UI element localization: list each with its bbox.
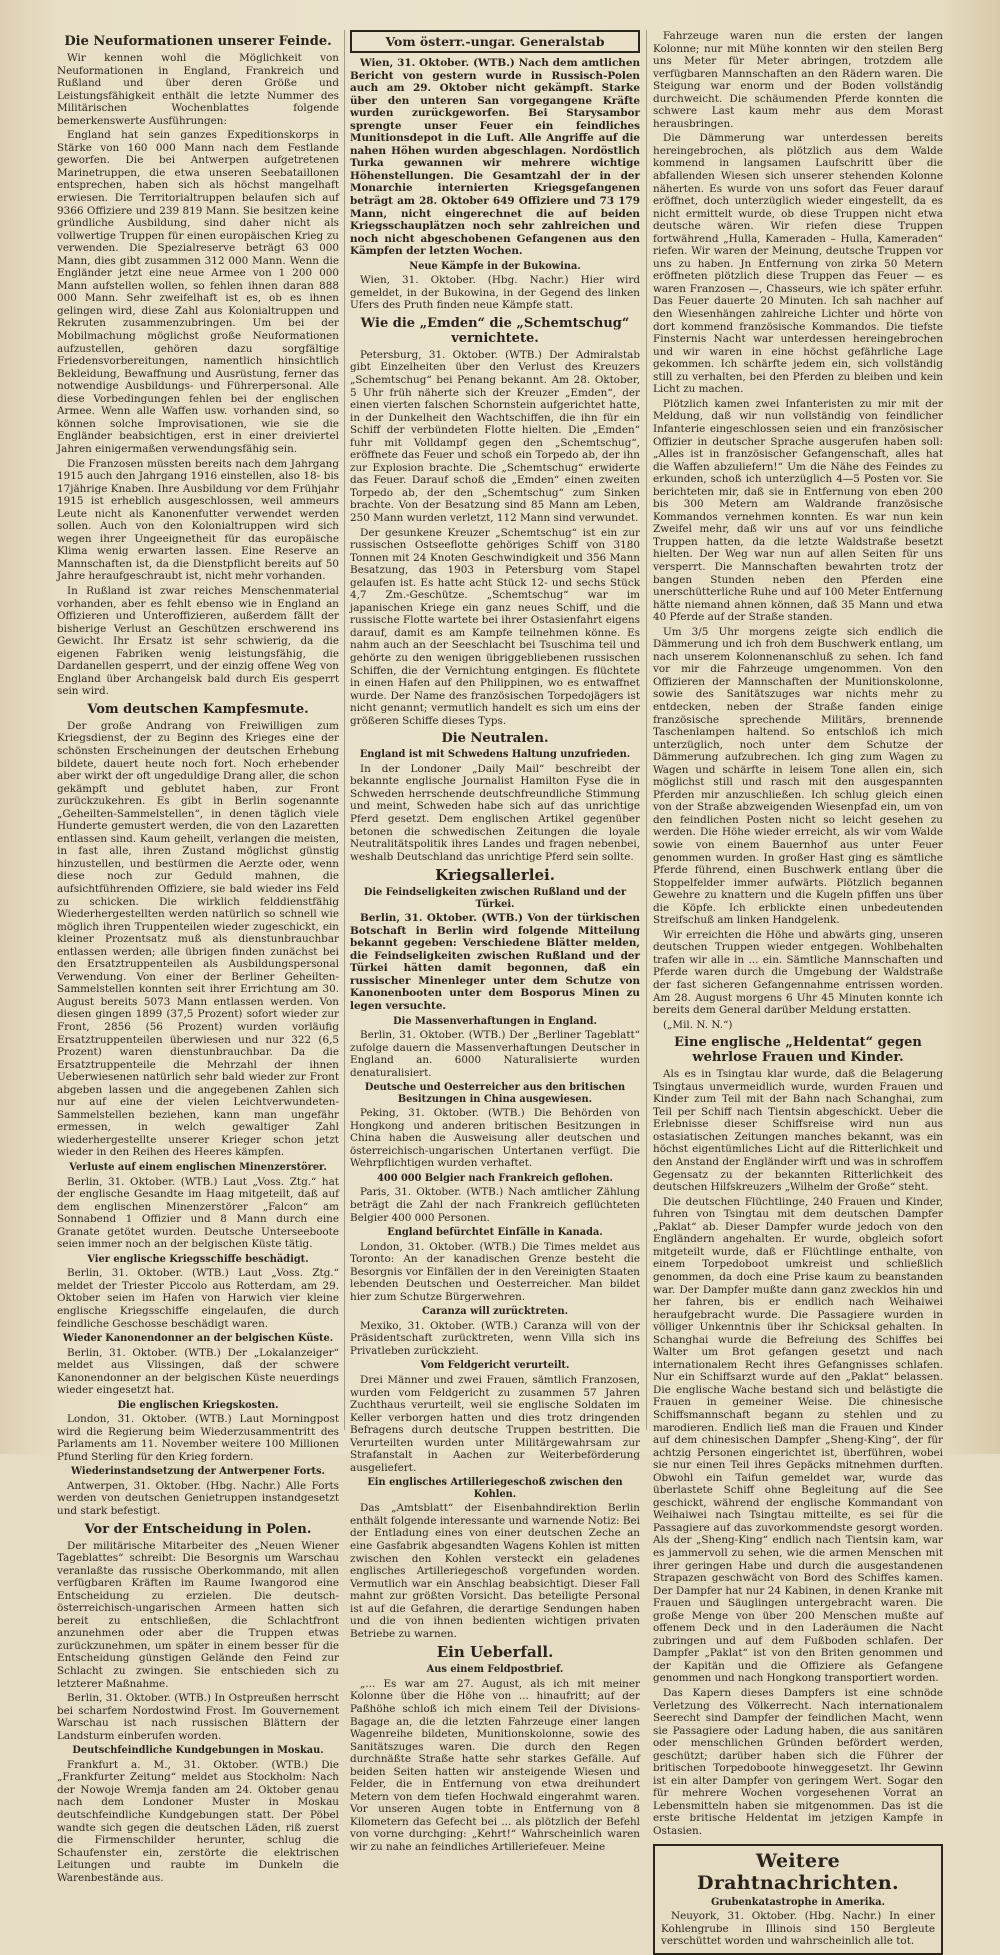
article-subheadline: Vom Feldgericht verurteilt. [420,1360,570,1372]
article-headline: Eine englische „Heldentat“ gegen wehrlose Frauen und Kinder. [674,1035,922,1066]
wire-news-title: Weitere Drahtnachrichten. [697,1849,899,1894]
boxed-headline: Vom österr.-ungar. Generalstab [350,30,640,53]
article-paragraph: Peking, 31. Oktober. (WTB.) Die Behörden von Hongkong und anderen britischen Besitzungen in China haben die Ausweisung aller deutschen und österreichisch-ungarischen Untertanen verfügt. Die Wehrpflichtigen wurden verhaftet. [350,1107,640,1170]
article-subheadline: Deutsche und Oesterreicher aus den britischen Besitzungen in China ausgewiesen. [364,1082,626,1105]
article-paragraph: Das Kapern dieses Dampfers ist eine schnöde Verletzung des Völkerrecht. Nach internationalem Seerecht sind Dampfer der feindlichen Macht, wenn sie Passagiere oder Ladung haben, die aus sanitären oder menschlichen Gründen befördert werden, geschützt; darüber haben sich die Führer der britischen Torpedoboote hinweggesetzt. Ihr Gewinn ist ein alter Dampfer von geringem Wert. Sogar den für mehrere Wochen vorgesehenen Vorrat an Lebensmitteln haben sie mitgenommen. Das ist die erste britische Heldentat im jetzigen Kampfe in Ostasien. [653,1687,943,1838]
article-paragraph: Wir erreichten die Höhe und abwärts ging, unseren deutschen Truppen wieder entgegen. Wohlbehalten trafen wir alle in ... ein. Sämtliche Mannschaften und Pferde waren durch die Umgebung der Waldstraße der fast sicheren Gefangennahme entrissen worden. Am 28. August morgens 6 Uhr 45 Minuten konnte ich bereits dem General darüber Meldung erstatten. [653,928,943,1017]
article-subheadline: England ist mit Schwedens Haltung unzufrieden. [359,749,631,761]
article-paragraph: „... Es war am 27. August, als ich mit meiner Kolonne über die Höhe von ... hinaufritt; auf der Paßhöhe schloß ich mich einem Teil der Divisions-Bagage an, die die letzten Fahrzeuge einer langen Wagenreihe bildeten, Munitionskolonne, sowie des Sanitätszuges waren. Die durch den Regen durchnäßte Straße hatte sehr starkes Gefälle. Auf beiden Seiten hatten wir ansteigende Wiesen und Felder, die in Entfernung von etwa dreihundert Metern von dem tiefen Hochwald eingerahmt waren. Vor unseren Augen tobte in Entfernung von 8 Kilometern das Gefecht bei ... als plötzlich der Befehl von vorne durchging: „Kehrt!“ Wahrscheinlich waren wir zu nahe an feindliches Artilleriefeuer. Meine [350,1677,640,1853]
column-middle [350,30,640,1853]
article-subheadline: Deutschfeindliche Kundgebungen in Moskau. [72,1745,324,1757]
article-headline: Vom deutschen Kampfesmute. [87,701,309,717]
article-paragraph: Plötzlich kamen zwei Infanteristen zu mir mit der Meldung, daß wir nun vollständig von feindlicher Infanterie eingeschlossen seien und ein französischer Offizier in deutscher Sprache ausgerufen haben soll: „Alles ist in französischer Gefangenschaft, alles hat die Waffen abzuliefern!“ Um die Nähe des Feindes zu erkunden, schoß ich unterzüglich 4—5 Posten vor. Sie berichteten mir, daß sie in Entfernung von eben 200 bis 300 Metern am Waldrande französische Kommandos vernehmen konnten. Es war nun kein Zweifel mehr, daß wir uns auf vor uns feindliche Truppen hatten, da die letzte Waldstraße besetzt hielten. Der Weg war nun auf allen Seiten für uns versperrt. Die Mannschaften bewahrten trotz der bangen Stunden neben den Pferden eine unerschütterliche Ruhe und auf 100 Meter Entfernung hätte niemand ahnen können, daß 35 Mann und etwa 40 Pferde auf der Straße standen. [653,397,943,624]
article-paragraph: Das „Amtsblatt“ der Eisenbahndirektion Berlin enthält folgende interessante und warnende Notiz: Bei der Entladung eines von einer deutschen Zeche an eine Gasfabrik abgesandten Wagens Kohlen ist mitten zwischen den Kohlen versteckt ein geladenes englisches Artilleriegeschoß vorgefunden worden. Vermutlich war ein Anschlag beabsichtigt. Dieser Fall mahnt zur größten Vorsicht. Das beteiligte Personal ist auf die Gefahren, die derartige Sendungen haben und die von ihnen bedienten wichtigen privaten Betriebe zu warnen. [350,1502,640,1640]
article-headline: Kriegsallerlei. [435,866,555,885]
article-paragraph: Paris, 31. Oktober. (WTB.) Nach amtlicher Zählung beträgt die Zahl der nach Frankreich geflüchteten Belgier 400 000 Personen. [350,1186,640,1224]
article-paragraph: Berlin, 31. Oktober. (WTB.) Laut „Voss. Ztg.“ meldet der Triester Piccolo aus Rotterdam, am 29. Oktober seien im Hafen von Harwich vier kleine englische Kriegsschiffe eingelaufen, die durch feindliche Geschosse beschädigt waren. [57,1267,339,1330]
article-paragraph: Als es in Tsingtau klar wurde, daß die Belagerung Tsingtaus unvermeidlich wurde, wurden Frauen und Kinder zum Teil mit der Bahn nach Schanghai, zum Teil per Schiff nach Tientsin abgeschickt. Ueber die Erlebnisse dieser Schiffsreise wird nun aus ostasiatischen Zeitungen manches bekannt, was ein höchst eigentümliches Licht auf die Ritterlichkeit und den Anstand der Engländer wirft und was in schroffem Gegensatz zu der bekannten Ritterlichkeit des deutschen Hilfskreuzers „Wilhelm der Große“ steht. [653,1068,943,1194]
article-headline: Wie die „Emden“ die „Schemtschug“ vernichtete. [360,315,630,346]
article-paragraph: Wien, 31. Oktober. (WTB.) Nach dem amtlichen Bericht von gestern wurde in Russisch-Polen auch am 29. Oktober nicht gekämpft. Starke über den unteren San vorgegangene Kräfte wurden zurückgeworfen. Bei Starysambor sprengte unser Feuer ein feindliches Munitionsdepot in die Luft. Alle Angriffe auf die nahen Höhen wurden abgeschlagen. Nordöstlich Turka gewannen wir mehrere wichtige Höhenstellungen. Die Gesamtzahl der in der Monarchie internierten Kriegsgefangenen beträgt am 28. Oktober 649 Offiziere und 73 179 Mann, nicht eingerechnet die auf beiden Kriegsschauplätzen noch sehr zahlreichen und noch nicht abgeschobenen Gefangenen aus den Kämpfen der letzten Wochen. [350,57,640,258]
column-right [653,30,943,1948]
column-rule [344,30,345,1430]
article-subheadline: Die Massenverhaftungen in England. [393,1015,597,1027]
article-paragraph: Antwerpen, 31. Oktober. (Hbg. Nachr.) Alle Forts werden von deutschen Genietruppen instandgesetzt und stark befestigt. [57,1479,339,1518]
article-paragraph: Berlin, 31. Oktober. (WTB.) In Ostpreußen herrscht bei scharfem Nordostwind Frost. Im Gouvernement Warschau ist nach russischen Blättern der Landsturm einberufen worden. [57,1692,339,1742]
article-paragraph: Um 3/5 Uhr morgens zeigte sich endlich die Dämmerung und ich froh dem Buschwerk entlang, um nach unserem Kolonnenanschluß zu sehen. Ich fand vor mir die Fahrzeuge umgenommen. Von den Offizieren der Mannschaften der Munitionskolonne, sowie des Sanitätszuges war nichts mehr zu entdecken, neben der Straße fanden einige französische sprechende Militärs, brennende Taschenlampen haltend. So entschloß ich mich unterzüglich, noch unter dem Schutze der Dämmerung aufzubrechen. Ich ging zum Wagen zu Wagen und schärfte in leisem Tone allen ein, sich möglichst still und rasch mit den ausgespannten Pferden mir anzuschließen. Ich schlug gleich einen von der Straße abzweigenden Wiesenpfad ein, um von den feindlichen Posten nicht so leicht gesehen zu werden. Die Höhe wieder erreicht, als wir vom Walde sowie von einem Bauernhof aus unter Feuer genommen wurden. In großer Hast ging es sämtliche Pferde führend, einen Buschwerk entlang über die Stoppelfelder immer aufwärts. Plötzlich begannen Gewehre zu knattern und die Kugeln pfiffen uns über die Köpfe. Ich erblickte einen unbedeutenden Streifschuß am linken Handgelenk. [653,625,943,927]
wire-news-text: Neuyork, 31. Oktober. (Hbg. Nachr.) In einer Kohlengrube in Illinois sind 150 Bergleute verschüttet worden und wahrscheinlich alle tot. [661,1910,935,1948]
article-paragraph: Berlin, 31. Oktober. (WTB.) Der „Berliner Tageblatt“ zufolge dauern die Massenverhaftungen Deutscher in England an. 6000 Naturalisierte wurden denaturalisiert. [350,1029,640,1079]
column-left [57,30,339,1884]
article-subheadline: Wieder Kanonendonner an der belgischen Küste. [62,1333,334,1345]
article-paragraph: („Mil. N. N.“) [663,1018,733,1031]
article-headline: Die Neutralen. [441,731,549,747]
article-paragraph: Fahrzeuge waren nun die ersten der langen Kolonne; nur mit Mühe konnten wir den steilen Berg uns Meter für Meter abringen, trotzdem alle verfügbaren Mannschaften an den Rädern waren. Die Steigung war enorm und der Boden vollständig durchweicht. Die schäumenden Pferde konnten die schwere Last kaum mehr aus dem Morast herausbringen. [653,30,943,130]
article-subheadline: Wiederinstandsetzung der Antwerpener Forts. [71,1466,325,1478]
article-subheadline: Verluste auf einem englischen Minenzerstörer. [69,1162,327,1174]
article-subheadline: Ein englisches Artilleriegeschoß zwischen den Kohlen. [367,1477,623,1500]
article-paragraph: In der Londoner „Daily Mail“ beschreibt der bekannte englische Journalist Hamilton Fyse die in Schweden herrschende deutschfreundliche Stimmung und meint, Schweden habe sich auf das unrichtige Pferd gesetzt. Dem englischen Artikel gegenüber betonen die schwedischen Zeitungen die loyale Neutralitätspolitik ihres Landes und fragen nebenbei, weshalb Deutschland das unrichtige Pferd sein sollte. [350,762,640,863]
article-paragraph: Drei Männer und zwei Frauen, sämtlich Franzosen, wurden vom Feldgericht zu zusammen 57 Jahren Zuchthaus verurteilt, weil sie englische Soldaten im Keller verborgen hatten und dies trotz dringenden Befragens durch deutsche Truppen bestritten. Die Verurteilten wurden unter Militärgewahrsam zur Strafanstalt in Aachen zur Weiterbeförderung ausgeliefert. [350,1373,640,1474]
article-paragraph: Der militärische Mitarbeiter des „Neuen Wiener Tageblattes“ schreibt: Die Besorgnis um Warschau veranlaßte das russische Oberkommando, mit allen verfügbaren Kräften im Raume Iwangorod eine Entscheidung zu erzielen. Die deutsch-österreichisch-ungarischen Armeen hatten sich bereit zu entschließen, die Schlachtfront anzunehmen oder aber die Truppen etwas zurückzunehmen, um später in einem besser für die Entscheidung günstigen Gelände den Feind zur Schlacht zu zwingen. Sie entschieden sich zu letzterer Maßnahme. [57,1539,339,1690]
article-paragraph: London, 31. Oktober. (WTB.) Laut Morningpost wird die Regierung beim Wiederzusammentritt des Parlaments am 11. November weitere 100 Millionen Pfund Sterling für den Krieg fordern. [57,1413,339,1463]
article-subheadline: Aus einem Feldpostbrief. [426,1664,564,1676]
article-headline: Die Neuformationen unserer Feinde. [64,34,332,49]
article-subheadline: England befürchtet Einfälle in Kanada. [387,1227,603,1239]
article-paragraph: Petersburg, 31. Oktober. (WTB.) Der Admiralstab gibt Einzelheiten über den Verlust des Kreuzers „Schemtschug“ bei Penang bekannt. Am 28. Oktober, 5 Uhr früh näherte sich der Kreuzer „Emden“, der einen vierten falschen Schornstein aufgerichtet hatte, in der Dunkelheit den Wachtschiffen, die ihn für ein Schiff der verbündeten Flotte hielten. Die „Emden“ fuhr mit Volldampf gegen den „Schemtschug“, eröffnete das Feuer und schoß ein Torpedo ab, der ihn zur Explosion brachte. Die „Schemtschug“ erwiderte das Feuer. Darauf schoß die „Emden“ einen zweiten Torpedo ab, der den „Schemtschug“ zum Sinken brachte. Von der Besatzung sind 85 Mann am Leben, 250 Mann wurden verletzt, 112 Mann sind verwundet. [350,348,640,524]
article-subheadline: Die Feindseligkeiten zwischen Rußland und der Türkei. [363,887,627,910]
article-paragraph: Wien, 31. Oktober. (Hbg. Nachr.) Hier wird gemeldet, in der Bukowina, in der Gegend des linken Ufers des Pruth finden neue Kämpfe statt. [350,274,640,312]
wire-news-subheadline: Grubenkatastrophe in Amerika. [710,1896,886,1908]
article-paragraph: Berlin, 31. Oktober. (WTB.) Der „Lokalanzeiger“ meldet aus Vlissingen, daß der schwere Kanonendonner an der belgischen Küste neuerdings wieder eingesetzt hat. [57,1346,339,1397]
article-paragraph: England hat sein ganzes Expeditionskorps in Stärke von 160 000 Mann nach dem Festlande geworfen. Die bei Antwerpen aufgetretenen Marinetruppen, die etwa unseren Seebataillonen entsprechen, haben sich als höchst mangelhaft erwiesen. Die Territorialtruppen belaufen sich auf 9366 Offiziere und 239 819 Mann. Sie besitzen keine gründliche Ausbildung, sind daher nicht als vollwertige Truppen für einen europäischen Krieg zu verwenden. Die Spezialreserve beträgt 63 000 Mann, dies gibt zusammen 312 000 Mann. Wenn die Engländer jetzt eine neue Armee von 1 200 000 Mann aufstellen wollen, so fehlen ihnen daran 888 000 Mann. Sehr zweifelhaft ist es, ob es ihnen gelingen wird, diese Zahl aus Kolonialtruppen und Rekruten zusammenzubringen. Um bei der Mobilmachung möglichst große Neuformationen aufzustellen, gehören dazu sorgfältige Friedensvorbereitungen, namentlich hinsichtlich Bekleidung, Bewaffnung und Ausrüstung, ferner das notwendige Ausbildungs- und Führerpersonal. Alle diese Vorbedingungen fehlen bei der englischen Armee. Wenn alle Waffen usw. vorhanden sind, so können solche Improvisationen, wie sie die Engländer beabsichtigen, erst in einer dreiviertel Jahren einigermaßen verwendungsfähig sein. [57,129,339,455]
article-paragraph: Frankfurt a. M., 31. Oktober. (WTB.) Die „Frankfurter Zeitung“ meldet aus Stockholm: Nach der Nowoje Wremja fanden am 24. Oktober genau nach dem Londoner Muster in Moskau deutschfeindliche Kundgebungen statt. Der Pöbel wandte sich gegen die deutschen Läden, riß zuerst die Firmenschilder herunter, schlug die Schaufenster ein, zerstörte die elektrischen Leitungen und raubte im Dunkeln die Warenbestände aus. [57,1758,339,1884]
article-subheadline: Die englischen Kriegskosten. [117,1399,279,1411]
article-paragraph: London, 31. Oktober. (WTB.) Die Times meldet aus Toronto: An der kanadischen Grenze besteht die Besorgnis vor Einfällen der in den Vereinigten Staaten lebenden Deutschen und Oesterreicher. Man bildet hier zum Schutze Bürgerwehren. [350,1240,640,1303]
article-paragraph: Die deutschen Flüchtlinge, 240 Frauen und Kinder, fuhren von Tsingtau mit dem deutschen Dampfer „Paklat“ ab. Dieser Dampfer wurde jedoch von den Engländern angehalten. Er wurde, obgleich sofort mitgeteilt wurde, daß er Flüchtlinge enthalte, von einem Torpedoboot umkreist und schließlich genommen, da doch eine Prise kaum zu beanstanden war. Der Dampfer mußte dann ganz zwecklos hin und her fahren, bis er endlich nach Weihaiwei heraufgebracht wurde. Die Passagiere wurden in völliger Unkenntnis über ihr Schicksal gehalten. In Schanghai wurde die Befreiung des Schiffes bei Walter um Brot gefangen gesetzt und nach internationalem Recht ihres Gefangnisses schlafen. Nur ein Schiffsarzt wurde auf den „Paklat“ belassen. Die englische Wache bestand sich und belästigte die Frauen in gemeiner Weise. Die chinesische Schiffsmannschaft begann zu stehlen und zu marodieren. Endlich ließ man die Frauen und Kinder auf dem chinesischen Dampfer „Sheng-King“, der für achtzig Personen eingerichtet ist, überführen, wobei sie nur einen Teil ihres Gepäcks mitnehmen durften. Obwohl ein Taifun gemeldet war, wurde das überlastete Schiff ohne Begleitung auf die See geschickt, während der englische Kommandant von Weihaiwei nach Tsingtau mitteilte, es sei für die Passagiere auf das zuvorkommendste gesorgt worden. Als der „Sheng-King“ endlich nach Tientsin kam, war es jammervoll zu sehen, wie die armen Menschen mit ihrer geringen Habe und durch die ausgestandenen Strapazen geschwächt von Bord des Schiffes kamen. Der Dampfer hat nur 24 Kabinen, in denen Kranke mit Frauen und Säuglingen untergebracht waren. Die große Menge von über 200 Menschen mußte auf offenem Deck und in den Laderäumen die Nacht zubringen und auf dem Fußboden schlafen. Der Dampfer „Paklat“ ist von den Briten genommen und der Kapitän und die Offiziere als Gefangene genommen und nach Hongkong transportiert worden. [653,1195,943,1685]
column-rule [646,30,647,1430]
article-paragraph: Der große Andrang von Freiwilligen zum Kriegsdienst, der zu Beginn des Krieges eine der schönsten Erscheinungen der deutschen Erhebung bildete, dauert heute noch fort. Noch erhebender aber wirkt der oft ungeduldige Drang aller, die schon gekämpft und geblutet haben, zur Front zurückzukehren. Es gibt in Berlin sogenannte „Geheilten-Sammelstellen“, in denen täglich viele Hunderte gemustert werden, die von den Lazaretten entlassen sind. Kaum geheilt, verlangen die meisten, in fast alle, ihren Zustand möglichst günstig hinzustellen, und bestürmen die Aerzte oder, wenn diese noch zur Geduld mahnen, die aufsichtführenden Offiziere, sie bald wieder ins Feld zu schicken. Die wirklich felddienstfähig Wiederhergestellten werden natürlich so schnell wie möglich ihren Truppenteilen wieder zugeschickt, ein kleiner Prozentsatz muß als dienstunbrauchbar entlassen werden; alle übrigen finden zunächst bei den Ersatztruppenteilen als Ausbildungspersonal Verwendung. Von einer der Berliner Geheilten-Sammelstellen konnten seit ihrer Errichtung am 30. August bereits 5073 Mann entlassen werden. Von diesen gingen 1899 (37,5 Prozent) sofort wieder zur Front, 2856 (56 Prozent) wurden vorläufig Ersatztruppenteilen überwiesen und nur 322 (6,5 Prozent) waren dienstunbrauchbar. Da die Ersatztruppenteile die Mehrzahl der ihnen Ueberwiesenen natürlich sehr bald wieder zur Front abgeben lassen und die angegebenen Zahlen sich nur auf eine der vielen Leichtverwundeten-Sammelstellen beziehen, kann man ungefähr ermessen, in welch gewaltiger Zahl wiederhergestellte unserer Krieger schon jetzt wieder in den Reihen des Heeres kämpfen. [57,719,339,1159]
article-paragraph: In Rußland ist zwar reiches Menschenmaterial vorhanden, aber es fehlt ebenso wie in England an Offizieren und Unteroffizieren, außerdem fällt der bisherige Verlust an Geschützen erschwerend ins Gewicht. Ihr Ersatz ist sehr schwierig, da die eigenen Fabriken wenig leistungsfähig, die Dardanellen gesperrt, und der einzig offene Weg von England über Archangelsk bald durch Eis gesperrt sein wird. [57,584,339,698]
article-subheadline: 400 000 Belgier nach Frankreich geflohen. [377,1172,613,1184]
article-paragraph: Der gesunkene Kreuzer „Schemtschug“ ist ein zur russischen Ostseeflotte gehöriges Schiff von 3180 Tonnen mit 24 Knoten Geschwindigkeit und 356 Mann Besatzung, das 1903 in Petersburg vom Stapel gelaufen ist. Es hatte acht Stück 12- und sechs Stück 4,7 Zm.-Geschütze. „Schemtschug“ war im japanischen Kriege ein ganz neues Schiff, und die russische Flotte wartete bei ihrer Ostasienfahrt eigens darauf, damit es am Kampfe teilnehmen könne. Es nahm auch an der Seeschlacht bei Tsuschima teil und gehörte zu den wenigen übriggebliebenen russischen Schiffen, die der Vernichtung entgingen. Es flüchtete in einen Hafen auf den Philippinen, wo es entwaffnet wurde. Der Name des französischen Torpedojägers ist nicht genannt; vermutlich handelt es sich um eins der größeren Schiffe dieses Typs. [350,526,640,727]
article-subheadline: Vier englische Kriegsschiffe beschädigt. [87,1253,309,1265]
article-headline: Ein Ueberfall. [436,1643,554,1662]
article-paragraph: Mexiko, 31. Oktober. (WTB.) Caranza will von der Präsidentschaft zurücktreten, wenn Villa sich ins Privatleben zurückzieht. [350,1319,640,1357]
article-paragraph: Die Franzosen müssten bereits nach dem Jahrgang 1915 auch den Jahrgang 1916 einstellen, also 18- bis 17jährige Knaben. Ihre Ausbildung vor dem Frühjahr 1915 ist erheblich ausgeschlossen, weil ammeurs Leute nicht als Kanonenfutter verwendet werden sollen. Auch von den Kolonialtruppen wird sich wegen ihrer Ungeeignetheit für das europäische Klima wenig erwarten lassen. Eine Reserve an Mannschaften ist, da die Dienstpflicht bereits auf 50 Jahre heraufgeschraubt ist, nicht mehr vorhanden. [57,457,339,583]
article-paragraph: Die Dämmerung war unterdessen bereits hereingebrochen, als plötzlich aus dem Walde kommend in langsamen Laufschritt über die abfallenden Wiesen sich unserer stehenden Kolonne näherten. Es wurde von uns sofort das Feuer darauf eröffnet, doch unterzüglich wieder eingestellt, da es nicht ermittelt wurde, ob diese Truppen nicht etwa deutsche wären. Wir riefen diese Truppen fortwährend „Hulla, Kameraden – Hulla, Kameraden“ riefen. Wir waren der Meinung, deutsche Truppen vor uns zu haben. Jn Entfernung von zirka 50 Metern eröffneten plötzlich diese Truppen das Feuer — es waren Franzosen —, Chasseurs, wie ich später erfuhr. Das Feuer dauerte 20 Minuten. Ich sah nachher auf den Wiesenhängen zahlreiche Lichter und hörte von dort kommend französische Kommandos. Die tiefste Finsternis Nacht war unterdessen hereingebrochen und wir waren in eine höchst gefährliche Lage gekommen. Ich schärfte jedem ein, sich vollständig still zu verhalten, bei den Pferden zu bleiben und kein Licht zu machen. [653,132,943,396]
article-subheadline: Caranza will zurücktreten. [421,1306,569,1318]
wire-news-box [653,1844,943,1955]
article-headline: Vor der Entscheidung in Polen. [84,1521,312,1537]
article-subheadline: Neue Kämpfe in der Bukowina. [409,260,581,272]
article-paragraph: Berlin, 31. Oktober. (WTB.) Laut „Voss. Ztg.“ hat der englische Gesandte im Haag mitgeteilt, daß auf dem englischen Minenzerstörer „Falcon“ am Sonnabend 1 Offizier und 8 Mann durch eine Granate getötet wurden. Deutsche Unterseeboote seien immer noch an der belgischen Küste tätig. [57,1175,339,1251]
article-paragraph: Berlin, 31. Oktober. (WTB.) Von der türkischen Botschaft in Berlin wird folgende Mitteilung bekannt gegeben: Verschiedene Blätter melden, die Feindseligkeiten zwischen Rußland und der Türkei hätten damit begonnen, daß ein russischer Minenleger unter dem Schutze von Kanonenbooten unter dem Bosporus Minen zu legen versuchte. [350,912,640,1012]
article-paragraph: Wir kennen wohl die Möglichkeit von Neuformationen in England, Frankreich und Rußland und über deren Größe und Leistungsfähigkeit enthält die letzte Nummer des Militärischen Wochenblattes folgende bemerkenswerte Ausführungen: [57,52,339,127]
